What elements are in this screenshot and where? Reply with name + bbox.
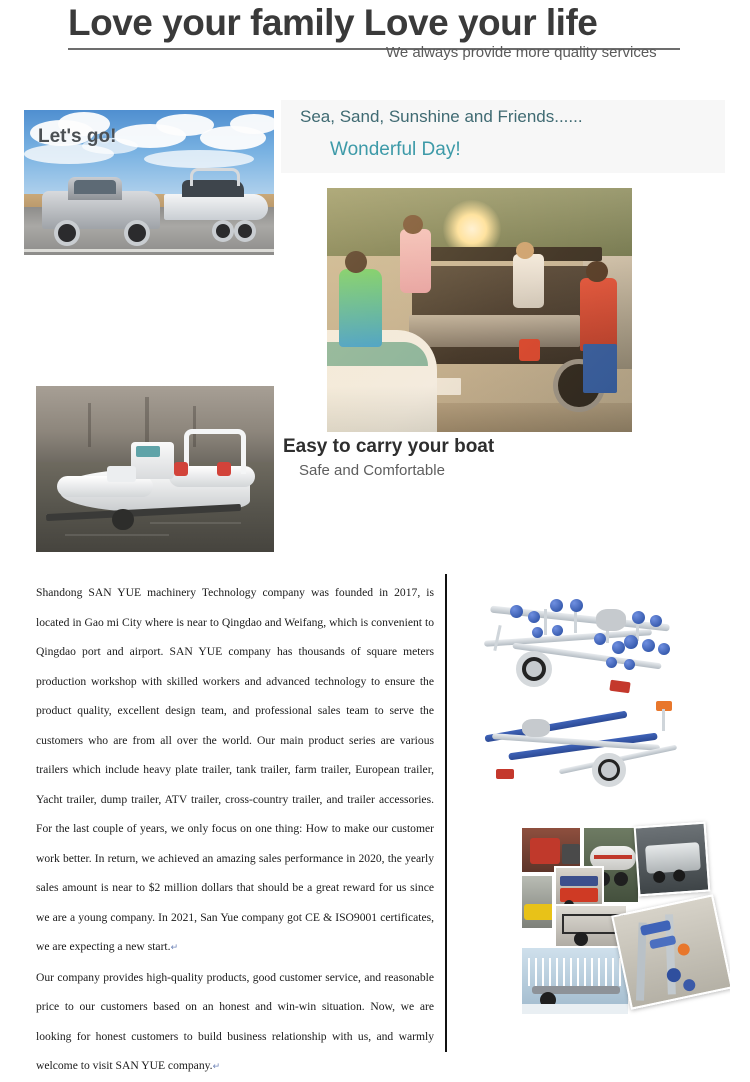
lets-go-overlay-text: Let's go! — [38, 126, 117, 147]
vertical-divider — [445, 574, 447, 1052]
trailer-bracket — [493, 625, 501, 651]
collage-cell-factory-tank — [634, 822, 711, 897]
yellow-trailer — [524, 904, 554, 920]
machine-cab — [562, 844, 580, 864]
paragraph-2-text: Our company provides high-quality products, good customer service, and reasonable price to our customers based on an honest and win-win situation. Now, we are looking for honest customers to build business relationship with us, and warmly welcome to visit SAN YUE company. — [36, 970, 434, 1072]
cloud — [144, 150, 254, 168]
collage-cell-yellow-trailer — [520, 874, 554, 930]
paragraph-1 — [36, 578, 434, 963]
trailer-roller — [528, 611, 540, 623]
trailer-roller — [594, 633, 606, 645]
tank-wheel — [614, 872, 628, 886]
winch-handle — [677, 942, 691, 956]
towed-boat-tower — [190, 168, 240, 186]
snow-ground — [522, 1004, 630, 1016]
trailer-roller — [550, 599, 563, 612]
truck-window — [74, 180, 116, 195]
water-ripple — [65, 534, 170, 536]
rib-arch — [184, 429, 246, 474]
trailer-fender — [596, 609, 626, 631]
photo-boat-trailers — [466, 573, 700, 805]
machine-body — [530, 838, 560, 864]
warm-light-overlay — [327, 188, 632, 432]
paragraph-1-text: Shandong SAN YUE machinery Technology company was founded in 2017, is located in Gao mi City where is near to Qingdao and Weifang, which is convenient to Qingdao port and airport. SAN YUE company has thousands of square meters production workshop with skilled workers and advanced technology to ensure the product quality, excellent design team, and professional sales team to serve the customers who are from all over the world. Our main product series are various trailers which include heavy plate trailer, tank trailer, farm trailer, European trailer, Yacht trailer, dump trailer, ATV trailer, cross-country trailer, and trailer accessories. For the last couple of years, we only focus on one thing: How to make our customer work better. In return, we achieved an amazing sales performance in 2020, the yearly sales amount is near to $2 million dollars that should be a great reward for us since we are a young company. In 2021, San Yue company got CE & ISO9001 certificates, we are expecting a new start. — [36, 586, 434, 953]
trailer-roller — [632, 611, 645, 624]
caption-sub: Safe and Comfortable — [299, 462, 445, 479]
trailer-roller — [510, 605, 523, 618]
paragraph-2-mark: ↵ — [212, 1061, 221, 1071]
roller — [682, 978, 696, 992]
trailer-roller — [532, 627, 543, 638]
paragraph-1-mark: ↵ — [170, 942, 179, 952]
tank-unit — [645, 842, 701, 874]
masts — [528, 958, 626, 986]
trailer-roller — [642, 639, 655, 652]
photo-rib-boat — [36, 386, 274, 552]
trailer-roller — [552, 625, 563, 636]
towed-boat-hull — [164, 194, 268, 220]
page-title: Love your family Love your life — [68, 2, 680, 50]
trailer-fender — [522, 719, 550, 737]
trailer-roller — [570, 599, 583, 612]
wheel-hub — [601, 762, 617, 778]
company-description — [36, 578, 434, 1082]
wheel — [673, 869, 686, 882]
trailer-wheel — [234, 220, 256, 242]
banner-line-1: Sea, Sand, Sunshine and Friends...... — [300, 107, 583, 126]
trailer-roller — [624, 659, 635, 670]
trailer-roller — [658, 643, 670, 655]
cloud — [230, 114, 274, 134]
road-line — [24, 249, 274, 252]
photo-loading-truck — [327, 188, 632, 432]
paragraph-2 — [36, 963, 434, 1082]
wheel — [653, 871, 666, 884]
banner-line-2: Wonderful Day! — [330, 139, 461, 160]
trailer-roller — [624, 635, 638, 649]
rib-screen — [136, 446, 160, 458]
trailer-reflector — [609, 680, 630, 694]
photo-product-collage — [518, 818, 730, 1050]
page-subtitle: We always provide more quality services — [386, 44, 657, 61]
trailer-wheel — [212, 220, 234, 242]
collage-cell-boat-trailer-marina — [520, 946, 630, 1016]
trailer-roller — [612, 641, 625, 654]
trailer-roller — [650, 615, 662, 627]
winch-post — [662, 709, 665, 731]
water-ripple — [150, 522, 240, 524]
caption-main: Easy to carry your boat — [283, 436, 495, 457]
trailer-roller — [606, 657, 617, 668]
trailer-wheel — [574, 932, 588, 946]
rib-fender — [174, 462, 188, 475]
trailer-reflector — [496, 769, 514, 779]
wall-stain — [88, 403, 91, 447]
blue-bar — [560, 876, 598, 886]
rib-fender — [217, 462, 231, 475]
trailer-bracket — [544, 609, 547, 635]
collage-cell-trailer-frame — [611, 894, 730, 1010]
tank-stripe — [594, 855, 632, 859]
rib-seat — [107, 466, 136, 483]
wheel-hub — [526, 661, 542, 677]
rib-trailer-wheel — [112, 509, 133, 531]
